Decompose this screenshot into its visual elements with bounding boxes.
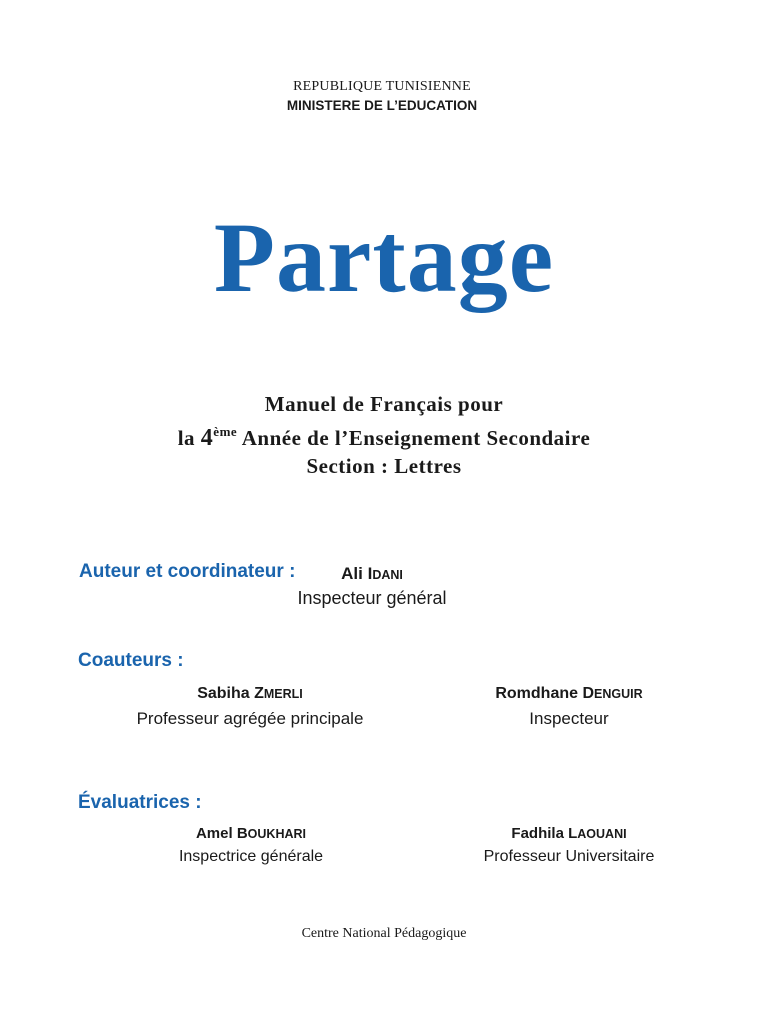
author-last-initial: I (367, 564, 373, 583)
evaluator-2-name (419, 826, 719, 841)
subtitle-line-2-prefix: la (177, 426, 201, 450)
evaluator-1-role: Inspectrice générale (178, 848, 324, 865)
evaluator-1-last-rest: OUKHARI (247, 827, 307, 841)
evaluator-2-last-rest: AOUANI (577, 827, 627, 841)
evaluator-1-first-name: Amel (195, 825, 237, 842)
coauthor-1-last-initial: Z (254, 685, 264, 702)
coauthor-2-name (419, 686, 719, 702)
evaluator-1-last-initial: B (236, 825, 248, 842)
author-name (272, 565, 472, 582)
republic-header: REPUBLIQUE TUNISIENNE (293, 79, 471, 94)
book-title: Partage (213, 202, 555, 313)
coauthor-1-first-name: Sabiha (197, 685, 255, 702)
coauthor-1-role: Professeur agrégée principale (136, 709, 364, 728)
author-section-label: Auteur et coordinateur : (79, 561, 296, 582)
grade-number: 4 (200, 425, 214, 451)
author-first-name: Ali (341, 564, 368, 583)
author-role: Inspecteur général (297, 588, 447, 608)
subtitle-line-1: Manuel de Français pour (264, 392, 504, 416)
evaluators-section-label: Évaluatrices : (78, 792, 202, 813)
subtitle-line-2 (0, 426, 768, 450)
publisher-footer: Centre National Pédagogique (301, 926, 467, 941)
coauthor-1-name (100, 686, 400, 702)
coauthor-2-first-name: Romdhane (495, 685, 583, 702)
evaluator-2-last-initial: L (568, 825, 578, 842)
evaluator-2-role: Professeur Universitaire (483, 848, 655, 865)
coauthor-2-role: Inspecteur (529, 709, 609, 728)
grade-superscript: ème (213, 424, 238, 439)
evaluator-2-first-name: Fadhila (511, 825, 569, 842)
subtitle-line-3: Section : Lettres (306, 454, 462, 478)
author-last-rest: DANI (372, 568, 403, 582)
coauthors-section-label: Coauteurs : (78, 650, 184, 671)
coauthor-2-last-initial: D (582, 685, 595, 702)
evaluator-1-name (101, 826, 401, 841)
ministry-header: MINISTERE DE L’EDUCATION (286, 98, 478, 113)
subtitle-line-2-suffix: Année de l’Enseignement Secondaire (237, 426, 591, 450)
coauthor-2-last-rest: ENGUIR (594, 687, 643, 701)
coauthor-1-last-rest: MERLI (263, 687, 303, 701)
